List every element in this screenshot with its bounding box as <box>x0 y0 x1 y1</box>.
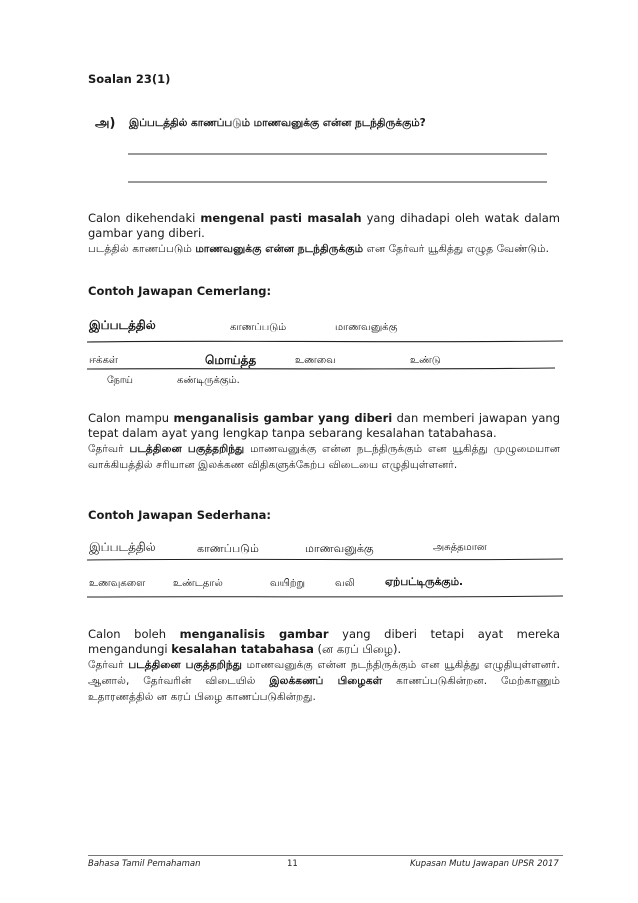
footer-right: Kupasan Mutu Jawapan UPSR 2017 <box>410 859 559 869</box>
section-heading: Contoh Jawapan Sederhana: <box>88 508 272 522</box>
answer-word: வயிற்று <box>270 578 305 589</box>
answer-word: கண்டிருக்கும். <box>177 375 240 386</box>
answer-word: காணப்படும் <box>197 542 259 555</box>
handwritten-answer-excellent <box>85 312 565 396</box>
answer-word: இப்படத்தில் <box>89 540 156 554</box>
answer-word: வலி <box>335 578 355 589</box>
criteria-paragraph-tamil: தேர்வர் படத்தினை பகுத்தறிந்து மாணவனுக்கு என்ன நடந்திருக்கும் என யூகித்து எழுதியுள்ளனர். ஆனால், தேர்வரின் விடையில் இலக்கணப் பிழைகள் காணப்படுகின்றன. மேற்காணும் உதாரணத்தில் ன கரப் பிழை காணப்படுகின்றது. <box>88 659 561 703</box>
answer-word: இப்படத்தில் <box>89 318 156 332</box>
criteria-paragraph: Calon dikehendaki mengenal pasti masalah yang dihadapi oleh watak dalam gambar yang diberi. <box>88 211 560 240</box>
answer-word: உண்டதால் <box>173 578 223 589</box>
handwritten-answer-moderate <box>85 535 565 610</box>
question-text: இப்படத்தில் காணப்படும் மாணவனுக்கு என்ன நடந்திருக்கும்? <box>129 117 426 129</box>
answer-word: ஈக்கள் <box>89 355 118 366</box>
answer-word: ஏற்பட்டிருக்கும். <box>385 576 464 588</box>
answer-word: உண்டு <box>410 355 441 366</box>
footer-left: Bahasa Tamil Pemahaman <box>88 859 201 869</box>
answer-word: உணவுகளை <box>89 578 146 589</box>
answer-word: உணவை <box>295 355 336 366</box>
criteria-paragraph-tamil: தேர்வர் படத்தினை பகுத்தறிந்து மாணவனுக்கு என்ன நடந்திருக்கும் என யூகித்து முழுமையான வாக்கியத்தில் சரியான இலக்கண விதிகளுக்கேற்ப விடையை எழுதியுள்ளனர். <box>88 443 560 471</box>
answer-word: அசுத்தமான <box>433 542 487 553</box>
answer-word: மொய்த்த <box>205 353 257 367</box>
footer-page-number: 11 <box>287 859 298 869</box>
answer-word: மாணவனுக்கு <box>335 322 398 333</box>
criteria-paragraph-tamil: படத்தில் காணப்படும் மாணவனுக்கு என்ன நடந்திருக்கும் என தேர்வர் யூகித்து எழுத வேண்டும். <box>88 243 550 255</box>
criteria-paragraph: Calon boleh menganalisis gambar yang diberi tetapi ayat mereka mengandungi kesalahan tatabahasa (ன கரப் பிழை). <box>88 627 560 656</box>
criteria-paragraph: Calon mampu menganalisis gambar yang diberi dan memberi jawapan yang tepat dalam ayat yang lengkap tanpa sebarang kesalahan tatabahasa. <box>88 411 560 440</box>
answer-word: மாணவனுக்கு <box>305 542 374 555</box>
answer-lines <box>95 112 565 192</box>
ruled-lines <box>85 312 565 396</box>
answer-word: நோய் <box>107 375 133 386</box>
answer-word: காணப்படும் <box>230 322 287 333</box>
question-block <box>95 112 565 192</box>
section-heading: Contoh Jawapan Cemerlang: <box>88 284 272 298</box>
section-heading: Soalan 23(1) <box>88 72 171 86</box>
question-label: அ) <box>95 116 116 131</box>
footer-divider <box>88 855 563 856</box>
